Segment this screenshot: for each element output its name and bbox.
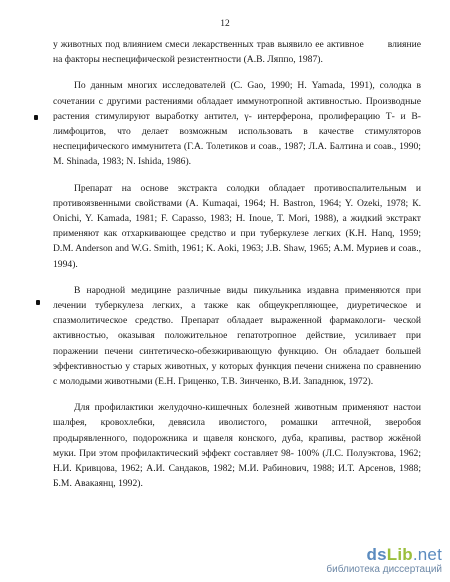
text-line: и спазмолитическое средство. Препарат обладает выраженной фармакологи-: [53, 300, 421, 327]
text-line: ческой активностью, оказывая положительное гепатотропное действие,: [53, 315, 421, 342]
text-line: интерферона, пролиферацию Т- и В-лимфоцитов, что делает возможным: [53, 110, 421, 138]
logo-lib: Lib: [386, 545, 413, 564]
text-line: печени снижена по сравнению с молодыми животными (Е.Н. Гриценко, Т.В.: [53, 360, 422, 388]
paragraph-continued: [53, 37, 421, 67]
scan-mark: [34, 115, 38, 120]
text-line: В народной медицине различные виды пикульника издавна применяются: [74, 284, 400, 296]
text-line: жидкий экстракт применяют как отхаркивающее средство и при туберкулезе: [53, 213, 421, 240]
text-line: 1978; К. Onichi, Y. Kamada, 1981; F. Capasso, 1983; Н. Inoue, Т. Mori, 1988), а: [53, 197, 421, 225]
scan-mark: [36, 300, 40, 305]
watermark-subtitle: библиотека диссертаций: [326, 564, 442, 575]
text-line: По данным многих исследователей (С. Gao, 1990; Н. Yamada, 1991),: [74, 80, 375, 92]
text-line: Препарат на основе экстракта солодки обладает противоспалительным и: [74, 182, 421, 194]
text-line: влияние на факторы неспецифической резистентности (А.В. Ляппо, 1987).: [53, 39, 421, 66]
document-body: [53, 37, 421, 502]
paragraph: [53, 181, 421, 272]
text-line: активностью. Производные растения стимулируют выработку антител, γ-: [53, 95, 421, 122]
text-line: у животных под влиянием смеси лекарственных трав выявило ее активное: [53, 39, 364, 50]
page-number: 12: [220, 19, 230, 29]
text-line: J.B. Shaw, 1965; А.М. Муриев и соав., 1994).: [53, 243, 421, 270]
text-line: солодка в сочетании с другими растениями обладает иммунотропной: [53, 80, 421, 107]
paragraph: [53, 400, 421, 491]
watermark-logo: [326, 546, 442, 564]
text-line: при лечении туберкулеза легких, а также как общеукрепляющее, диуретическое: [53, 284, 421, 312]
text-line: 100% (Л.С. Полуэктова, 1962; Н.И. Кривцова, 1962; А.И. Сандаков, 1982; М.И.: [53, 447, 422, 475]
text-line: раствор жжёной муки. При этом профилактический эффект составляет 98-: [53, 432, 421, 459]
text-line: Он обладает большей эффективностью у старых животных, у которых функция: [53, 345, 421, 372]
paragraph: [53, 78, 421, 169]
logo-ds: ds: [366, 545, 387, 564]
text-line: зверобоя продырявленного, подорожника и щавеля конского, дуба, крапивы,: [53, 417, 421, 444]
text-line: усиливает при поражении печени синтетическо-обезжиривающую функцию.: [53, 330, 421, 357]
text-line: использовать в качестве стимуляторов неспецифического иммунитета (Г.А.: [53, 126, 421, 153]
text-line: настои шалфея, кровохлебки, девясила иволистого, ромашки аптечной,: [53, 402, 421, 429]
text-line: легких (К.Н. Hanq, 1959; D.M. Anderson and W.G. Smith, 1961; K. Aoki, 1963;: [53, 228, 421, 255]
text-line: Для профилактики желудочно-кишечных болезней животным применяют: [74, 402, 389, 414]
text-line: Толетиков и соав., 1987; Л.А. Балтина и соав., 1990; M. Shinada, 1983; N. Ishida,: [53, 141, 421, 168]
text-line: Зинченко, В.И. Западнюк, 1972).: [239, 376, 374, 388]
paragraph: [53, 283, 421, 389]
logo-net: .net: [412, 545, 442, 564]
text-line: 1986).: [166, 156, 192, 168]
text-line: противоязвенными свойствами (A. Kumaqai, 1964; Н. Bastron, 1964; Y. Ozeki,: [53, 197, 383, 209]
watermark-link[interactable]: [326, 546, 442, 576]
text-line: Рабинович, 1988; И.Т. Арсенов, 1988; Б.М. Авакаянц, 1992).: [53, 463, 421, 490]
